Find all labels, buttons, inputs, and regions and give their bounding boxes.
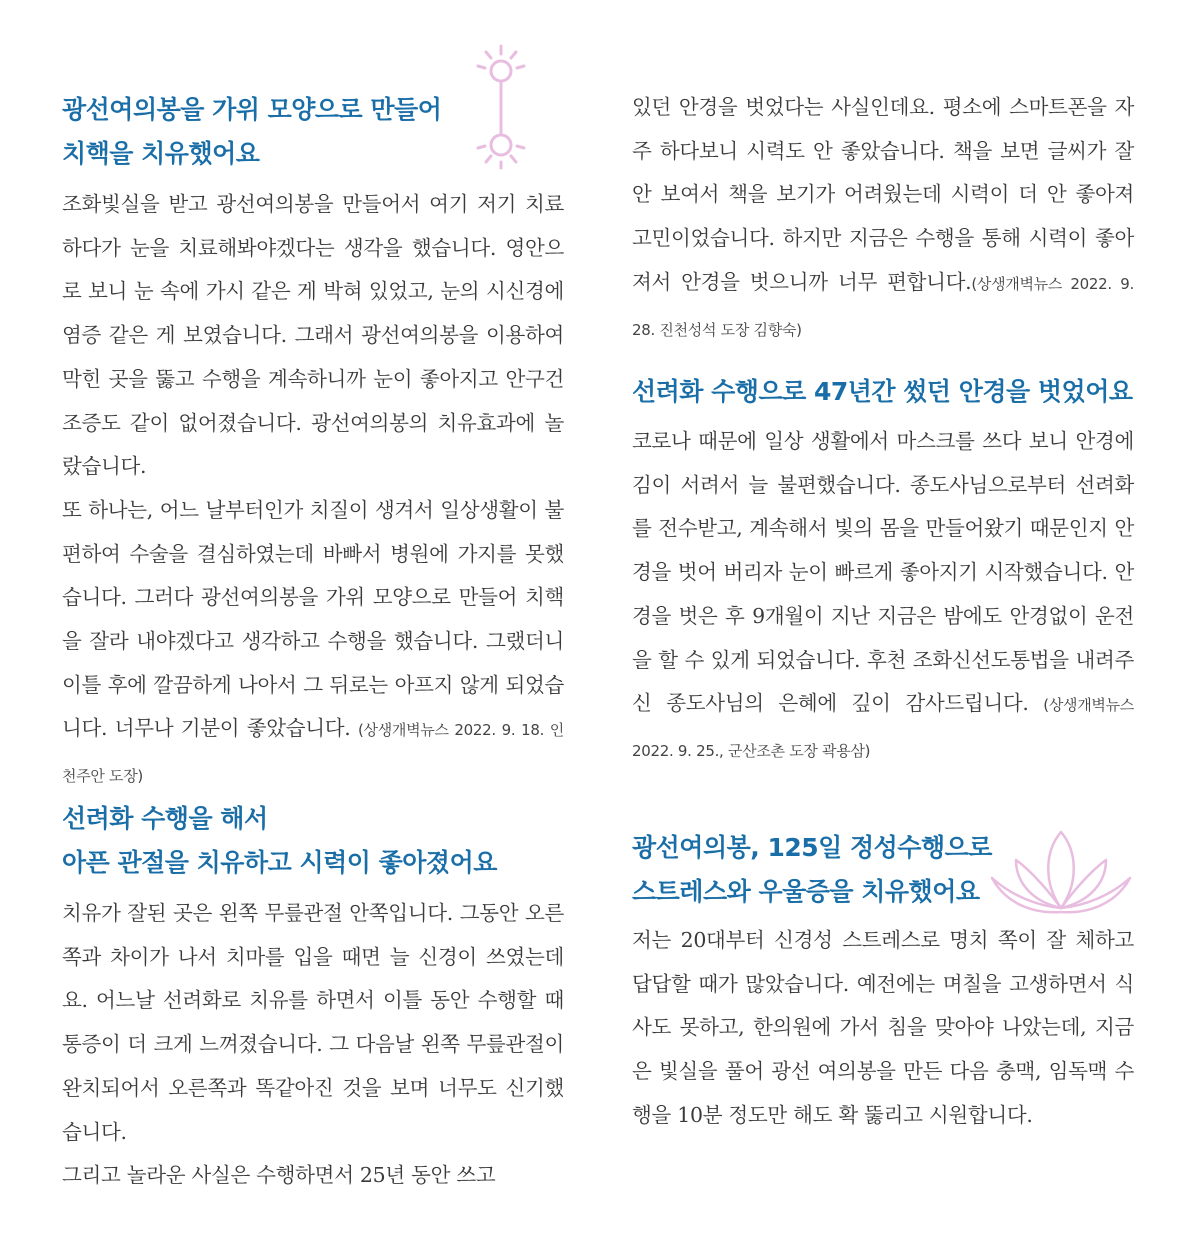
section1-paragraph-1: 조화빛실을 받고 광선여의봉을 만들어서 여기 저기 치료하다가 눈을 치료해봐야겠다는 생각을 했습니다. 영안으로 보니 눈 속에 가시 같은 게 박혀 있었고, 눈의 시신경에 염증 같은 게 보였습니다. 그래서 광선여의봉을 이용하여 막힌 곳을 뚫고 수행을 계속하니까 눈이 좋아지고 안구건조증도 같이 없어졌습니다. 광선여의봉의 치유효과에 놀랐습니다. — [62, 192, 564, 479]
section4-heading — [632, 826, 1152, 914]
section3-source: (상생개벽뉴스 2022. 9. 25., 군산조촌 도장 곽용삼) — [632, 696, 1134, 760]
section2-body — [62, 892, 564, 1198]
section3-body — [632, 420, 1134, 774]
section2-continued-text: 있던 안경을 벗었다는 사실인데요. 평소에 스마트폰을 자주 하다보니 시력도 안 좋았습니다. 책을 보면 글씨가 잘 안 보여서 책을 보기가 어려웠는데 시력이 더 안 좋아져 고민이었습니다. 하지만 지금은 수행을 통해 시력이 좋아져서 안경을 벗으니까 너무 편합니다. — [632, 95, 1134, 294]
section1-heading-line1: 광선여의봉을 가위 모양으로 만들어 — [62, 95, 442, 124]
section2-heading — [62, 797, 582, 885]
section1-source: (상생개벽뉴스 2022. 9. 18. 인천주안 도장) — [62, 721, 564, 786]
section2-paragraph-1: 치유가 잘된 곳은 왼쪽 무릎관절 안쪽입니다. 그동안 오른쪽과 차이가 나서 치마를 입을 때면 늘 신경이 쓰였는데요. 어느날 선려화로 치유를 하면서 이틀 동안 수행할 때 통증이 더 크게 느껴졌습니다. 그 다음날 왼쪽 무릎관절이 완치되어서 오른쪽과 똑같아진 것을 보며 너무도 신기했습니다. — [62, 901, 564, 1144]
section4-body — [632, 919, 1134, 1138]
section3-paragraph-1-text: 코로나 때문에 일상 생활에서 마스크를 쓰다 보니 안경에 김이 서려서 늘 불편했습니다. 종도사님으로부터 선려화를 전수받고, 계속해서 빛의 몸을 만들어왔기 때문인지 안경을 벗어 버리자 눈이 빠르게 좋아지기 시작했습니다. 안경을 벗은 후 9개월이 지난 지금은 밤에도 안경없이 운전을 할 수 있게 되었습니다. 후천 조화신선도통법을 내려주신 종도사님의 은혜에 깊이 감사드립니다. — [632, 429, 1134, 716]
section1-body — [62, 183, 564, 799]
section1-heading-line2: 치핵을 치유했어요 — [62, 139, 260, 168]
section3-paragraph-1 — [632, 420, 1134, 774]
section1-paragraph-2 — [62, 489, 564, 799]
section1-heading — [62, 88, 582, 176]
section2-continued-paragraph — [632, 86, 1134, 352]
section4-heading-line2: 스트레스와 우울증을 치유했어요 — [632, 877, 980, 906]
section2-heading-line1: 선려화 수행을 해서 — [62, 804, 268, 833]
section2-heading-line2: 아픈 관절을 치유하고 시력이 좋아졌어요 — [62, 848, 497, 877]
section2-source: (상생개벽뉴스 2022. 9. 28. 진천성석 도장 김향숙) — [632, 274, 1134, 339]
section1-paragraph-2-text: 또 하나는, 어느 날부터인가 치질이 생겨서 일상생활이 불편하여 수술을 결심하였는데 바빠서 병원에 가지를 못했습니다. 그러다 광선여의봉을 가위 모양으로 만들어 치핵을 잘라 내야겠다고 생각하고 수행을 했습니다. 그랬더니 이틀 후에 깔끔하게 나아서 그 뒤로는 아프지 않게 되었습니다. 너무나 기분이 좋았습니다. — [62, 497, 564, 741]
section3-heading-line1: 선려화 수행으로 47년간 썼던 안경을 벗었어요 — [632, 377, 1133, 406]
section4-heading-line1: 광선여의봉, 125일 정성수행으로 — [632, 833, 992, 862]
section3-heading — [632, 370, 1152, 414]
section2-paragraph-2: 그리고 놀라운 사실은 수행하면서 25년 동안 쓰고 — [62, 1163, 496, 1188]
section4-paragraph-1: 저는 20대부터 신경성 스트레스로 명치 쪽이 잘 체하고 답답할 때가 많았습니다. 예전에는 며칠을 고생하면서 식사도 못하고, 한의원에 가서 침을 맞아야 나았는데, 지금은 빛실을 풀어 광선 여의봉을 만든 다음 충맥, 임독맥 수행을 10분 정도만 해도 확 뚫리고 시원합니다. — [632, 928, 1134, 1127]
section2-continued-body — [632, 86, 1134, 352]
